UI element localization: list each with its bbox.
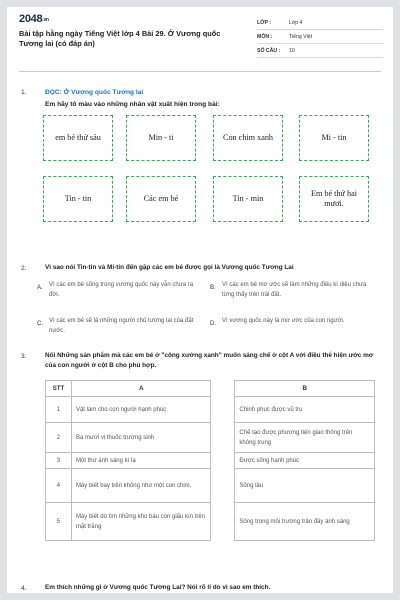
character-box[interactable]: em bé thứ sáu	[43, 115, 113, 161]
option-a[interactable]	[37, 280, 195, 300]
column-b-cell[interactable]: Chế tạo được phương tiện giao thông trên không trung	[235, 423, 375, 453]
column-gap	[211, 469, 235, 503]
column-a-cell[interactable]: Ba mươi vị thuốc trường sinh	[71, 423, 211, 453]
column-a-cell[interactable]: Máy biết bay trên không như một con chim.	[71, 469, 211, 503]
option-letter: D.	[210, 321, 216, 327]
table-row	[46, 423, 375, 453]
info-value: Tiếng Việt	[289, 33, 313, 40]
character-box[interactable]: Tin - tin	[43, 176, 113, 222]
character-box[interactable]: Mi - tin	[299, 115, 369, 161]
row-number: 1	[46, 397, 72, 423]
column-header: A	[71, 381, 211, 397]
info-key: MÔN :	[257, 33, 273, 40]
info-panel	[257, 16, 383, 58]
column-b-cell[interactable]: Sống trong môi trường trần đầy ánh sáng	[235, 503, 375, 541]
info-value: 10	[289, 47, 295, 54]
column-gap	[211, 423, 235, 453]
column-a-cell[interactable]: Vật làm cho con người hạnh phúc	[71, 397, 211, 423]
info-row-class	[257, 16, 383, 30]
q3-number: 3.	[21, 353, 27, 360]
logo-text: 2048	[19, 13, 43, 25]
option-b[interactable]	[210, 280, 368, 300]
row-number: 5	[46, 503, 72, 541]
option-letter: B.	[210, 285, 216, 291]
column-a-cell[interactable]: Một thứ ánh sáng kì lạ	[71, 453, 211, 469]
character-box[interactable]: Min - ti	[126, 115, 196, 161]
header-divider	[19, 71, 381, 72]
table-row	[46, 503, 375, 541]
column-gap	[211, 381, 235, 397]
option-d[interactable]	[210, 316, 368, 327]
q2-number: 2.	[21, 265, 27, 272]
q4-question: Em thích những gì ở Vương quốc Tương Lai? Nói rõ lí do vì sao em thích.	[45, 584, 271, 591]
option-text: Vì các em bé sống trong vương quốc này vẫn chưa ra đời.	[49, 282, 194, 298]
column-b-cell[interactable]: Được sống hạnh phúc	[235, 453, 375, 469]
column-b-cell[interactable]: Sống lâu	[235, 469, 375, 503]
info-row-subject	[257, 30, 383, 44]
column-header: STT	[46, 381, 72, 397]
column-gap	[211, 453, 235, 469]
column-a-cell[interactable]: Máy biết dò tìm những kho báu còn giấu kín trên mặt trăng	[71, 503, 211, 541]
q1-heading: ĐỌC: Ở Vương quốc Tương lai	[45, 89, 144, 96]
table-row	[46, 397, 375, 423]
q1-number: 1.	[21, 89, 27, 96]
option-letter: C.	[37, 321, 43, 327]
info-key: SỐ CÂU :	[257, 47, 281, 54]
row-number: 3	[46, 453, 72, 469]
q1-instruction: Em hãy tô màu vào những nhân vật xuất hiện trong bài:	[45, 101, 220, 108]
matching-table	[45, 380, 375, 541]
info-key: LỚP :	[257, 19, 272, 26]
character-box[interactable]: Con chim xanh	[213, 115, 283, 161]
option-text: Vì các em bé sẽ là những người chủ tương lai của đất nước.	[49, 318, 194, 334]
table-row	[46, 469, 375, 503]
column-gap	[211, 397, 235, 423]
column-gap	[211, 503, 235, 541]
page-title: Bài tập hằng ngày Tiếng Việt lớp 4 Bài 29. Ở Vương quốc Tương lai (có đáp án)	[19, 29, 221, 48]
q3-question: Nối Những sản phẩm mà các em bé ở "công xưởng xanh" muốn sáng chế ở cột A với điều thể hiện ước mơ của con người ở cột B cho phù hợp.	[45, 352, 374, 369]
column-header: B	[235, 381, 375, 397]
table-header-row	[46, 381, 375, 397]
worksheet-page	[7, 7, 393, 593]
character-box[interactable]: Em bé thứ hai mươi.	[299, 176, 369, 222]
character-box[interactable]: Các em bé	[126, 176, 196, 222]
q2-question: Vì sao nói Tin-tin và Mi-tin đến gặp các em bé được gọi là Vương quốc Tương Lai	[45, 264, 294, 271]
option-text: Vì vương quốc này là mơ ước của con người.	[222, 318, 345, 324]
logo-suffix: .vn	[42, 17, 49, 23]
q4-number: 4.	[21, 585, 27, 592]
option-c[interactable]	[37, 316, 195, 336]
character-box[interactable]: Tin - min	[213, 176, 283, 222]
info-row-count	[257, 44, 383, 58]
row-number: 2	[46, 423, 72, 453]
row-number: 4	[46, 469, 72, 503]
option-text: Vì các em bé mơ ước sẽ làm những điều kì diệu chưa từng thấy trên trái đất.	[222, 282, 367, 298]
column-b-cell[interactable]: Chinh phục được vũ trụ	[235, 397, 375, 423]
option-letter: A.	[37, 285, 43, 291]
site-logo[interactable]	[19, 13, 49, 25]
info-value: Lớp 4	[289, 19, 303, 26]
table-row	[46, 453, 375, 469]
